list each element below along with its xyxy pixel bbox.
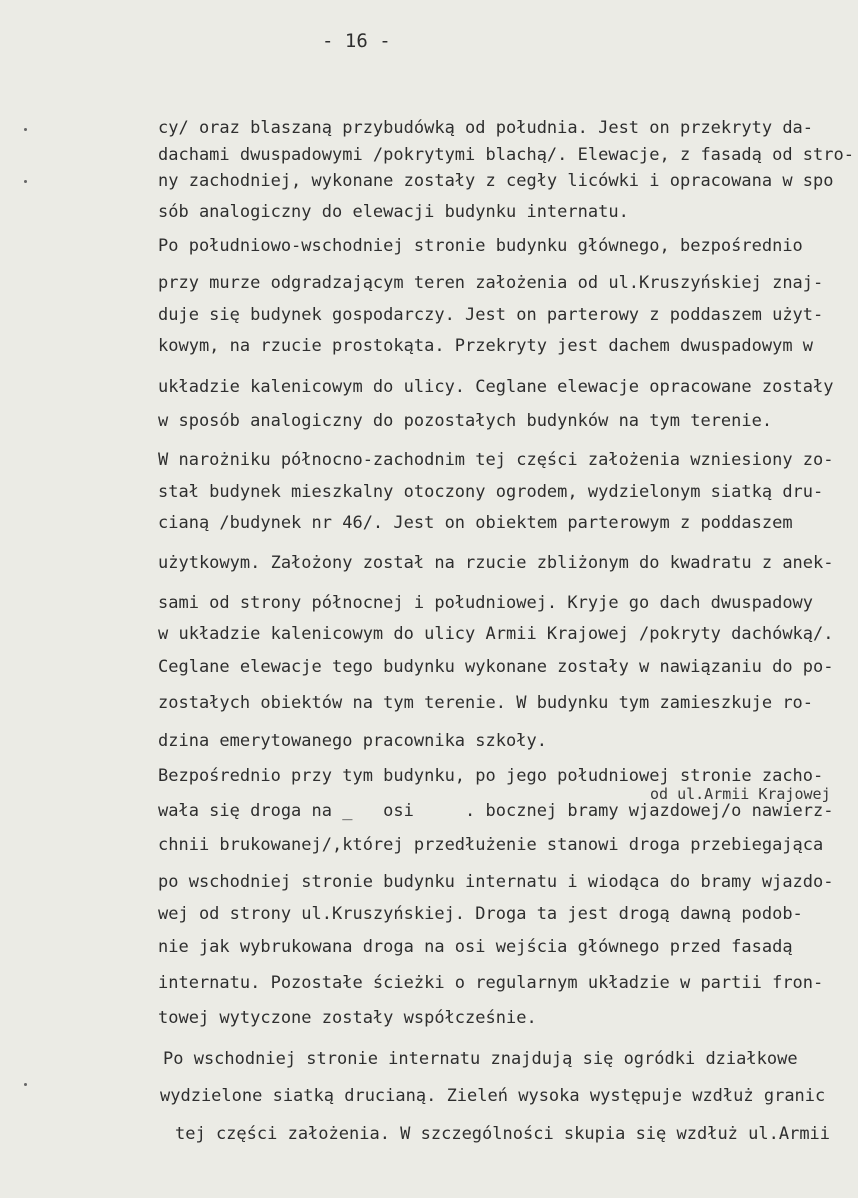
text-line: sób analogiczny do elewacji budynku internatu. — [158, 202, 629, 222]
text-line: Bezpośrednio przy tym budynku, po jego południowej stronie zacho- — [158, 766, 824, 786]
margin-mark — [24, 128, 27, 131]
text-line: cianą /budynek nr 46/. Jest on obiektem parterowym z poddaszem — [158, 513, 793, 533]
text-line: sami od strony północnej i południowej. Kryje go dach dwuspadowy — [158, 593, 814, 613]
text-line: przy murze odgradzającym teren założenia od ul.Kruszyńskiej znaj- — [158, 273, 824, 293]
text-line: wydzielone siatką drucianą. Zieleń wysoka występuje wzdłuż granic — [160, 1086, 826, 1106]
text-line: chnii brukowanej/,której przedłużenie stanowi droga przebiegająca — [158, 835, 824, 855]
text-line: tej części założenia. W szczególności skupia się wzdłuż ul.Armii — [175, 1124, 831, 1144]
text-line: Ceglane elewacje tego budynku wykonane zostały w nawiązaniu do po- — [158, 657, 834, 677]
text-line: zostałych obiektów na tym terenie. W budynku tym zamieszkuje ro- — [158, 693, 814, 713]
handwritten-insertion: od ul.Armii Krajowej — [650, 785, 831, 803]
text-line: po wschodniej stronie budynku internatu i wiodąca do bramy wjazdo- — [158, 872, 834, 892]
text-line: nie jak wybrukowana droga na osi wejścia głównego przed fasadą — [158, 937, 793, 957]
text-line: dachami dwuspadowymi /pokrytymi blachą/. Elewacje, z fasadą od stro- — [158, 145, 854, 165]
text-line: dzina emerytowanego pracownika szkoły. — [158, 731, 547, 751]
text-line: internatu. Pozostałe ścieżki o regularnym układzie w partii fron- — [158, 973, 824, 993]
text-line: duje się budynek gospodarczy. Jest on parterowy z poddaszem użyt- — [158, 305, 824, 325]
page-number: - 16 - — [322, 30, 391, 52]
margin-mark — [24, 1083, 27, 1086]
text-line: Po wschodniej stronie internatu znajdują się ogródki działkowe — [163, 1049, 798, 1069]
text-line: kowym, na rzucie prostokąta. Przekryty jest dachem dwuspadowym w — [158, 336, 814, 356]
text-line: ny zachodniej, wykonane zostały z cegły licówki i opracowana w spo — [158, 171, 834, 191]
text-line: w układzie kalenicowym do ulicy Armii Krajowej /pokryty dachówką/. — [158, 624, 834, 644]
text-line: układzie kalenicowym do ulicy. Ceglane elewacje opracowane zostały — [158, 377, 834, 397]
text-line: wej od strony ul.Kruszyńskiej. Droga ta jest drogą dawną podob- — [158, 904, 803, 924]
text-line: stał budynek mieszkalny otoczony ogrodem, wydzielonym siatką dru- — [158, 482, 824, 502]
margin-mark — [24, 180, 27, 183]
text-line: w sposób analogiczny do pozostałych budynków na tym terenie. — [158, 411, 773, 431]
text-line: cy/ oraz blaszaną przybudówką od południa. Jest on przekryty da- — [158, 118, 814, 138]
text-line: towej wytyczone zostały współcześnie. — [158, 1008, 537, 1028]
text-line: W narożniku północno-zachodnim tej części założenia wzniesiony zo- — [158, 450, 834, 470]
text-line: wała się droga na _ osi . bocznej bramy wjazdowej/o nawierz- — [158, 801, 834, 821]
text-line: Po południowo-wschodniej stronie budynku głównego, bezpośrednio — [158, 236, 803, 256]
text-line: użytkowym. Założony został na rzucie zbliżonym do kwadratu z anek- — [158, 553, 834, 573]
